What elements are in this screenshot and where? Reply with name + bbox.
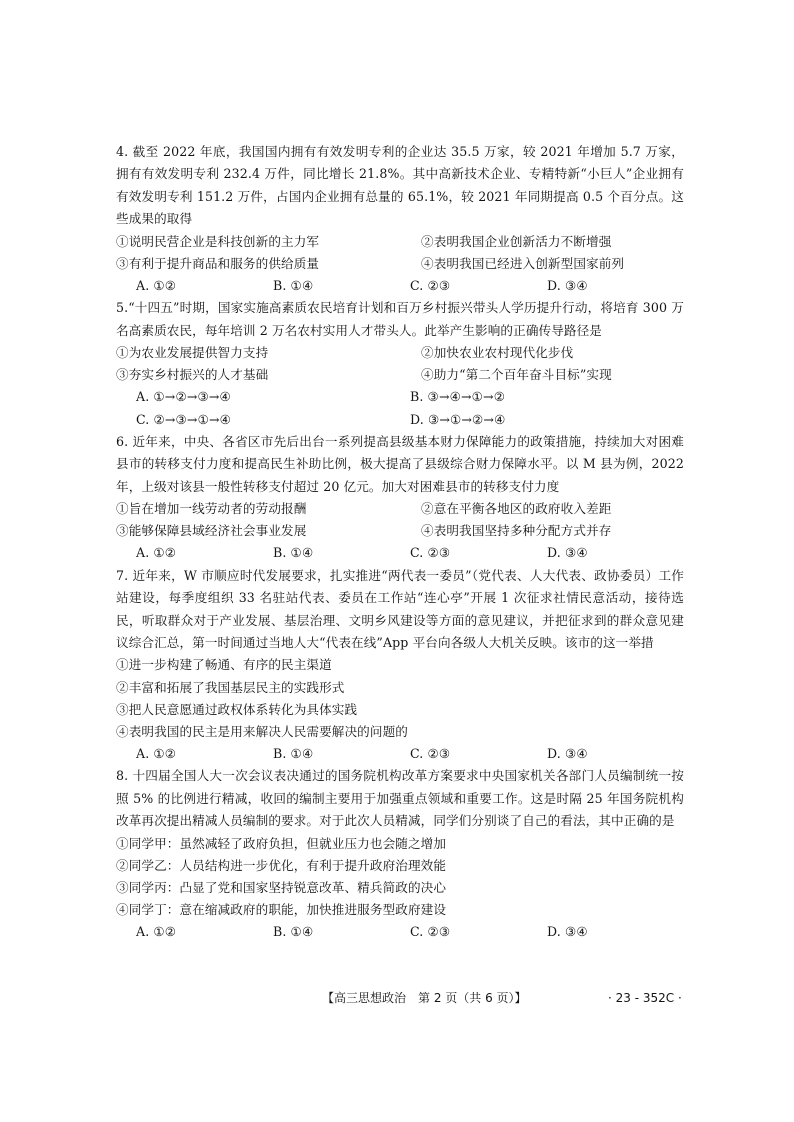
option-3: ③夯实乡村振兴的人才基础	[116, 367, 269, 383]
answer-a[interactable]: A. ①②	[136, 278, 177, 294]
option-4: ④表明我国的民主是用来解决人民需要解决的问题的	[116, 723, 408, 739]
answer-b[interactable]: B. ①④	[273, 746, 314, 762]
answer-d[interactable]: D. ③④	[547, 924, 588, 940]
option-2: ②丰富和拓展了我国基层民主的实践形式	[116, 679, 345, 695]
answer-b[interactable]: B. ①④	[273, 278, 314, 294]
option-1: ①说明民营企业是科技创新的主力军	[116, 233, 320, 249]
option-4: ④表明我国坚持多种分配方式并存	[421, 523, 612, 539]
option-4: ④表明我国已经进入创新型国家前列	[421, 255, 625, 271]
question-6-options-row-1	[116, 498, 684, 520]
option-3: ③同学丙：凸显了党和国家坚持锐意改革、精兵简政的决心	[116, 879, 447, 895]
question-5-options-row-2	[116, 364, 684, 386]
option-4: ④助力“第二个百年奋斗目标”实现	[421, 367, 612, 383]
question-5-stem: 5.“十四五”时期，国家实施高素质农民培育计划和百万乡村振兴带头人学历提升行动，将培育 300 万名高素质农民，每年培训 2 万名农村实用人才带头人。此举产生影响的正确传导路径是	[116, 300, 684, 338]
option-1: ①旨在增加一线劳动者的劳动报酬	[116, 501, 307, 517]
option-1: ①同学甲：虽然减轻了政府负担，但就业压力也会随之增加	[116, 835, 447, 851]
footer-exam-code: · 23 - 352C ·	[608, 991, 682, 1005]
answer-c[interactable]: C. ②③	[410, 924, 451, 940]
question-6-options-row-2	[116, 520, 684, 542]
question-6-answers	[116, 542, 684, 564]
option-1: ①为农业发展提供智力支持	[116, 345, 269, 361]
answer-d[interactable]: D. ③④	[547, 746, 588, 762]
option-2: ②表明我国企业创新活力不断增强	[421, 233, 612, 249]
option-2: ②意在平衡各地区的政府收入差距	[421, 501, 612, 517]
question-5-answers-row-2	[116, 409, 684, 431]
questions-area	[116, 141, 684, 944]
answer-c[interactable]: C. ②③	[410, 278, 451, 294]
answer-a[interactable]: A. ①→②→③→④	[136, 389, 231, 405]
option-3: ③把人民意愿通过政权体系转化为具体实践	[116, 701, 358, 717]
answer-a[interactable]: A. ①②	[136, 545, 177, 561]
question-8	[116, 765, 684, 943]
question-8-stem: 8. 十四届全国人大一次会议表决通过的国务院机构改革方案要求中央国家机关各部门人员编制统一按照 5% 的比例进行精减，收回的编制主要用于加强重点领域和重要工作。这是时隔 25 年国务院机构改革再次提出精减人员编制的要求。对于此次人员精减，同学们分别谈了自己的看法，其中正确的是	[116, 768, 684, 829]
footer-page-info: 【高三思想政治 第 2 页（共 6 页）】	[322, 991, 527, 1005]
question-7-answers	[116, 743, 684, 765]
option-3: ③能够保障县域经济社会事业发展	[116, 523, 307, 539]
answer-d[interactable]: D. ③④	[547, 545, 588, 561]
answer-d[interactable]: D. ③④	[547, 278, 588, 294]
option-2: ②加快农业农村现代化步伐	[421, 345, 574, 361]
answer-a[interactable]: A. ①②	[136, 924, 177, 940]
option-3: ③有利于提升商品和服务的供给质量	[116, 255, 320, 271]
question-5-options-row-1	[116, 342, 684, 364]
answer-c[interactable]: C. ②③	[410, 545, 451, 561]
answer-a[interactable]: A. ①②	[136, 746, 177, 762]
option-1: ①进一步构建了畅通、有序的民主渠道	[116, 657, 332, 673]
answer-b[interactable]: B. ③→④→①→②	[410, 389, 506, 405]
question-4	[116, 141, 684, 297]
question-4-answers	[116, 275, 684, 297]
question-6	[116, 431, 684, 565]
answer-b[interactable]: B. ①④	[273, 924, 314, 940]
question-7	[116, 565, 684, 766]
option-4: ④同学丁：意在缩减政府的职能，加快推进服务型政府建设	[116, 902, 447, 918]
question-4-stem: 4. 截至 2022 年底，我国国内拥有有效发明专利的企业达 35.5 万家，较 2021 年增加 5.7 万家，拥有有效发明专利 232.4 万件，同比增长 21.8%。其中高新技术企业、专精特新“小巨人”企业拥有有效发明专利 151.2 万件，占国内企业拥有总量的 65.1%，较 2021 年同期提高 0.5 个百分点。这些成果的取得	[116, 144, 684, 227]
question-7-stem: 7. 近年来，W 市顺应时代发展要求，扎实推进“两代表一委员”（党代表、人大代表、政协委员）工作站建设，每季度组织 33 名驻站代表、委员在工作站“连心亭”开展 1 次征求社情民意活动，接待选民，听取群众对于产业发展、基层治理、文明乡风建设等方面的意见建议，并把征求到的群众意见建议综合汇总，第一时间通过当地人大“代表在线”App 平台向各级人大机关反映。该市的这一举措	[116, 567, 684, 650]
answer-c[interactable]: C. ②→③→①→④	[136, 411, 232, 427]
option-2: ②同学乙：人员结构进一步优化，有利于提升政府治理效能	[116, 857, 447, 873]
question-4-options-row-1	[116, 231, 684, 253]
question-5-answers-row-1	[116, 386, 684, 408]
answer-b[interactable]: B. ①④	[273, 545, 314, 561]
answer-c[interactable]: C. ②③	[410, 746, 451, 762]
question-8-answers	[116, 921, 684, 943]
question-5	[116, 297, 684, 431]
question-6-stem: 6. 近年来，中央、各省区市先后出台一系列提高县级基本财力保障能力的政策措施，持续加大对困难县市的转移支付力度和提高民生补助比例，极大提高了县级综合财力保障水平。以 M 县为例，2022 年，上级对该县一般性转移支付超过 20 亿元。加大对困难县市的转移支付力度	[116, 433, 684, 494]
question-4-options-row-2	[116, 253, 684, 275]
answer-d[interactable]: D. ③→①→②→④	[410, 411, 506, 427]
